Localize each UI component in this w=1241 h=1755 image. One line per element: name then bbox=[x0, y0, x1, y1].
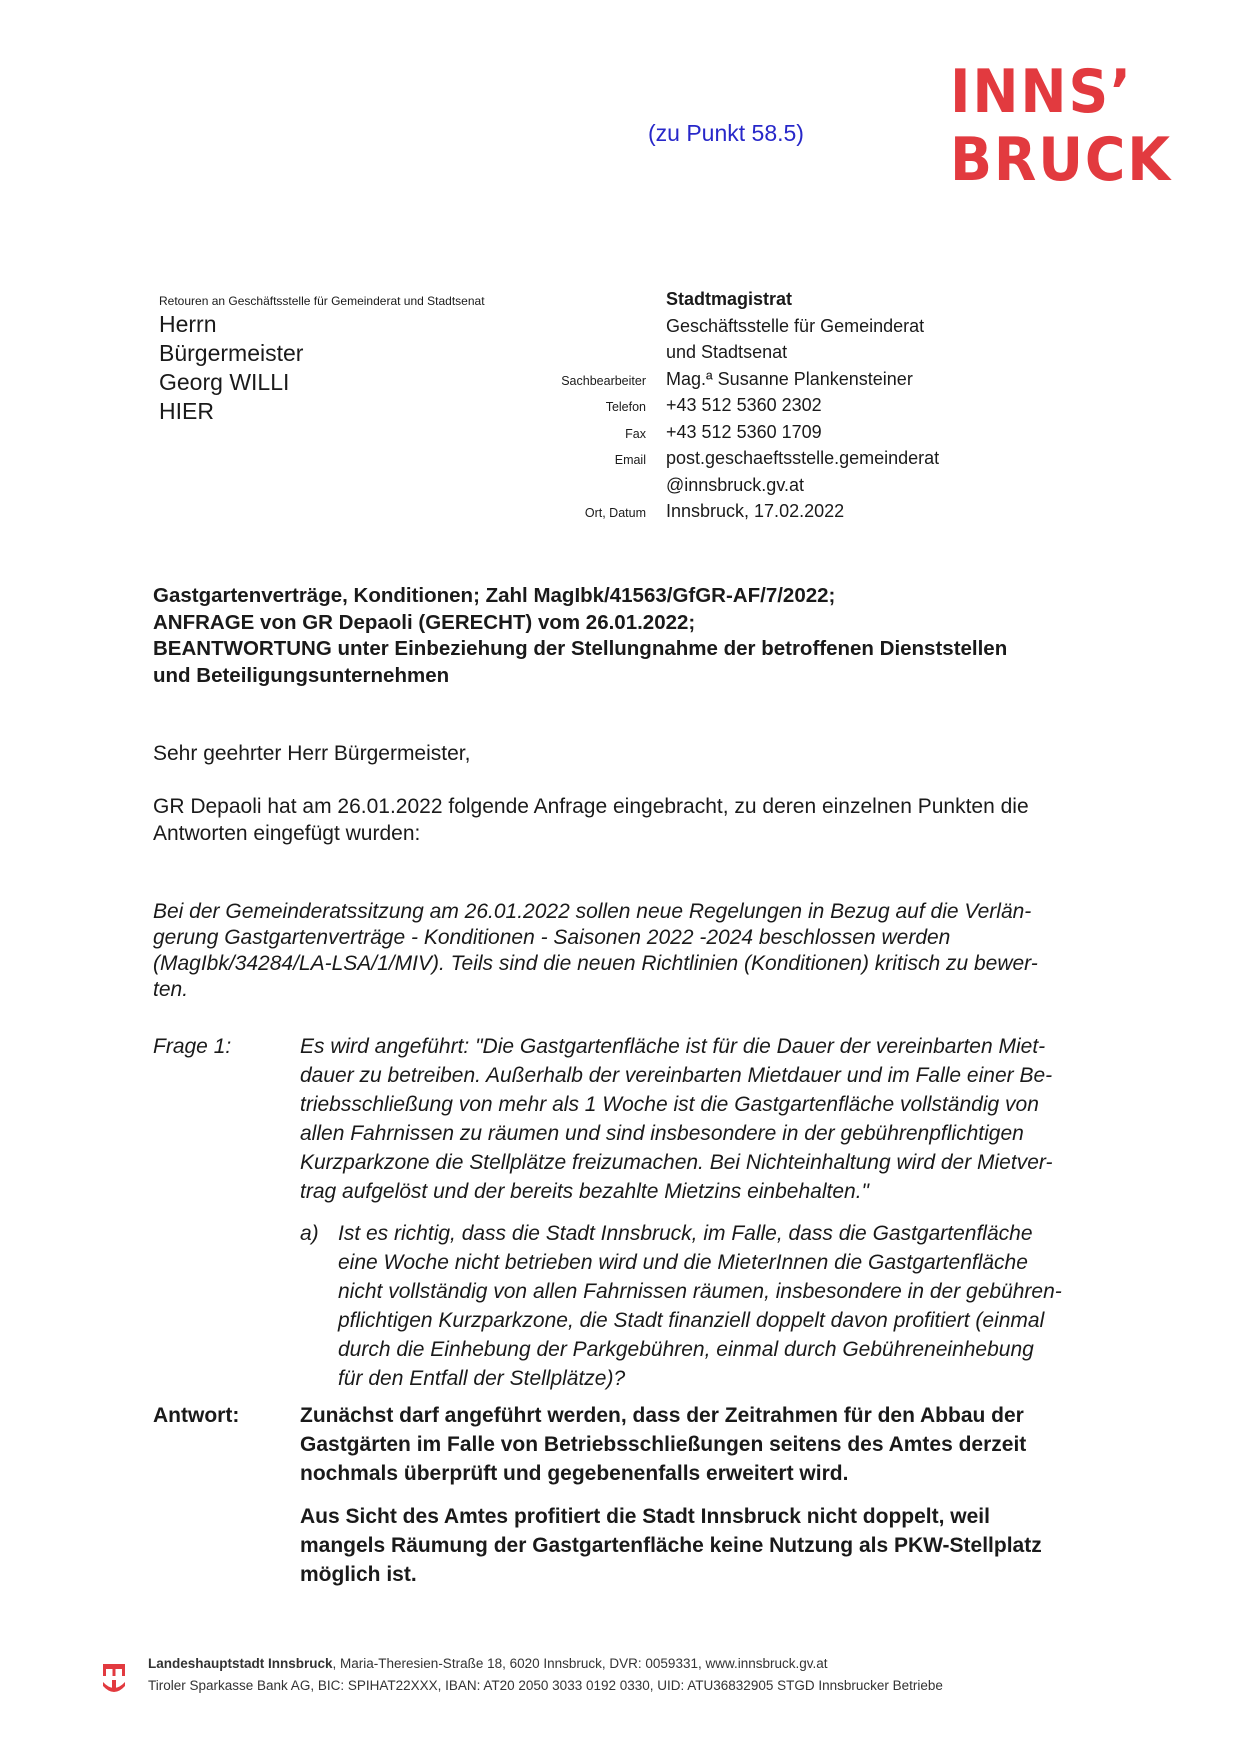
answer-line: nochmals überprüft und gegebenenfalls erweitert wird. bbox=[300, 1462, 849, 1485]
subject-heading bbox=[153, 583, 1133, 689]
subject-line: BEANTWORTUNG unter Einbeziehung der Stellungnahme der betroffenen Dienststellen bbox=[153, 637, 1008, 660]
sender-dept: und Stadtsenat bbox=[666, 342, 788, 362]
answer-line: möglich ist. bbox=[300, 1563, 417, 1586]
logo-line-2: BRUCK bbox=[950, 125, 1172, 195]
quote-line: ten. bbox=[153, 978, 189, 1001]
footer-org-name: Landeshauptstadt Innsbruck bbox=[148, 1656, 333, 1671]
sub-question-line: eine Woche nicht betrieben wird und die MieterInnen die Gastgartenfläche bbox=[338, 1251, 1028, 1274]
answer-line: Gastgärten im Falle von Betriebsschließungen seitens des Amtes derzeit bbox=[300, 1433, 1027, 1456]
intro-line: Antworten eingefügt wurden: bbox=[153, 821, 421, 845]
recipient-line: Herrn bbox=[159, 311, 217, 337]
sender-org: Stadtmagistrat bbox=[666, 289, 793, 309]
question-line: dauer zu betreiben. Außerhalb der vereinbarten Mietdauer und im Falle einer Be- bbox=[300, 1064, 1053, 1087]
sender-field-label: Fax bbox=[625, 426, 646, 441]
sub-question-label: a) bbox=[300, 1222, 319, 1245]
salutation: Sehr geehrter Herr Bürgermeister, bbox=[153, 742, 471, 765]
agenda-reference: (zu Punkt 58.5) bbox=[648, 120, 804, 146]
subject-line: und Beteiligungsunternehmen bbox=[153, 663, 450, 687]
footer-line-1 bbox=[148, 1656, 828, 1671]
sub-question-line: pflichtigen Kurzparkzone, die Stadt finanziell doppelt davon profitiert (einmal bbox=[338, 1309, 1045, 1332]
question-line: allen Fahrnissen zu räumen und sind insbesondere in der gebührenpflichtigen bbox=[300, 1122, 1024, 1145]
subject-line: Gastgartenverträge, Konditionen; Zahl MagIbk/41563/GfGR-AF/7/2022; bbox=[153, 584, 836, 607]
intro-paragraph bbox=[153, 794, 1133, 847]
logo-line-1: INNS’ bbox=[950, 57, 1133, 127]
sender-field-value: +43 512 5360 1709 bbox=[666, 421, 822, 442]
recipient-line: HIER bbox=[159, 398, 214, 424]
sender-field-label: Ort, Datum bbox=[584, 506, 646, 520]
footer-address: , Maria-Theresien-Straße 18, 6020 Innsbruck, DVR: 0059331, www.innsbruck.gv.at bbox=[332, 1656, 828, 1671]
sender-block bbox=[500, 286, 1060, 525]
sub-question-text bbox=[338, 1219, 1138, 1393]
innsbruck-coat-of-arms-icon bbox=[100, 1658, 128, 1698]
sub-question-line: nicht vollständig von allen Fahrnissen räumen, insbesondere in der gebühren- bbox=[338, 1280, 1062, 1303]
question-1-label: Frage 1: bbox=[153, 1035, 232, 1058]
quote-line: gerung Gastgartenverträge - Konditionen - Saisonen 2022 -2024 beschlossen werden bbox=[153, 926, 951, 949]
sender-field-value: +43 512 5360 2302 bbox=[666, 395, 822, 415]
sub-question-line: Ist es richtig, dass die Stadt Innsbruck, im Falle, dass die Gastgartenfläche bbox=[338, 1222, 1033, 1245]
intro-line: GR Depaoli hat am 26.01.2022 folgende Anfrage eingebracht, zu deren einzelnen Punkten die bbox=[153, 795, 1029, 818]
footer-line-2: Tiroler Sparkasse Bank AG, BIC: SPIHAT22XXX, IBAN: AT20 2050 3033 0192 0330, UID: ATU36832905 STGD Innsbrucker Betriebe bbox=[148, 1678, 943, 1693]
sender-field-label: Telefon bbox=[605, 400, 646, 414]
sender-dept: Geschäftsstelle für Gemeinderat bbox=[666, 315, 925, 336]
quote-line: (MagIbk/34284/LA-LSA/1/MIV). Teils sind die neuen Richtlinien (Konditionen) kritisch zu bewer- bbox=[153, 952, 1038, 975]
sender-field-value: Mag.ª Susanne Plankensteiner bbox=[666, 368, 913, 389]
answer-line: Aus Sicht des Amtes profitiert die Stadt Innsbruck nicht doppelt, weil bbox=[300, 1505, 990, 1528]
answer-label: Antwort: bbox=[153, 1404, 240, 1427]
answer-paragraph-1 bbox=[300, 1401, 1130, 1488]
sender-field-value: post.geschaeftsstelle.gemeinderat bbox=[666, 448, 940, 468]
sub-question-line: durch die Einhebung der Parkgebühren, einmal durch Gebühreneinhebung bbox=[338, 1338, 1034, 1361]
recipient-line: Bürgermeister bbox=[159, 340, 304, 366]
subject-line: ANFRAGE von GR Depaoli (GERECHT) vom 26.01.2022; bbox=[153, 610, 696, 634]
inquiry-quote bbox=[153, 899, 1133, 1003]
question-line: trag aufgelöst und der bereits bezahlte Mietzins einbehalten." bbox=[300, 1180, 869, 1203]
recipient-line: Georg WILLI bbox=[159, 369, 290, 395]
return-address-note: Retouren an Geschäftsstelle für Gemeinderat und Stadtsenat bbox=[159, 294, 485, 308]
recipient-block bbox=[159, 310, 303, 426]
innsbruck-logo bbox=[950, 58, 1171, 194]
answer-line: mangels Räumung der Gastgartenfläche keine Nutzung als PKW-Stellplatz bbox=[300, 1534, 1042, 1557]
sender-field-value: Innsbruck, 17.02.2022 bbox=[666, 501, 845, 521]
answer-paragraph-2 bbox=[300, 1502, 1130, 1589]
question-1-text bbox=[300, 1032, 1130, 1206]
question-line: Es wird angeführt: "Die Gastgartenfläche ist für die Dauer der vereinbarten Miet- bbox=[300, 1035, 1046, 1058]
question-line: triebsschließung von mehr als 1 Woche ist die Gastgartenfläche vollständig von bbox=[300, 1093, 1039, 1116]
sender-field-value: @innsbruck.gv.at bbox=[666, 474, 804, 495]
sender-field-label: Sachbearbeiter bbox=[561, 373, 646, 388]
sender-field-label: Email bbox=[614, 453, 646, 467]
question-line: Kurzparkzone die Stellplätze freizumachen. Bei Nichteinhaltung wird der Mietver- bbox=[300, 1151, 1053, 1174]
quote-line: Bei der Gemeinderatssitzung am 26.01.2022 sollen neue Regelungen in Bezug auf die Verlän- bbox=[153, 900, 1032, 923]
sub-question-line: für den Entfall der Stellplätze)? bbox=[338, 1367, 626, 1390]
answer-line: Zunächst darf angeführt werden, dass der Zeitrahmen für den Abbau der bbox=[300, 1404, 1024, 1427]
